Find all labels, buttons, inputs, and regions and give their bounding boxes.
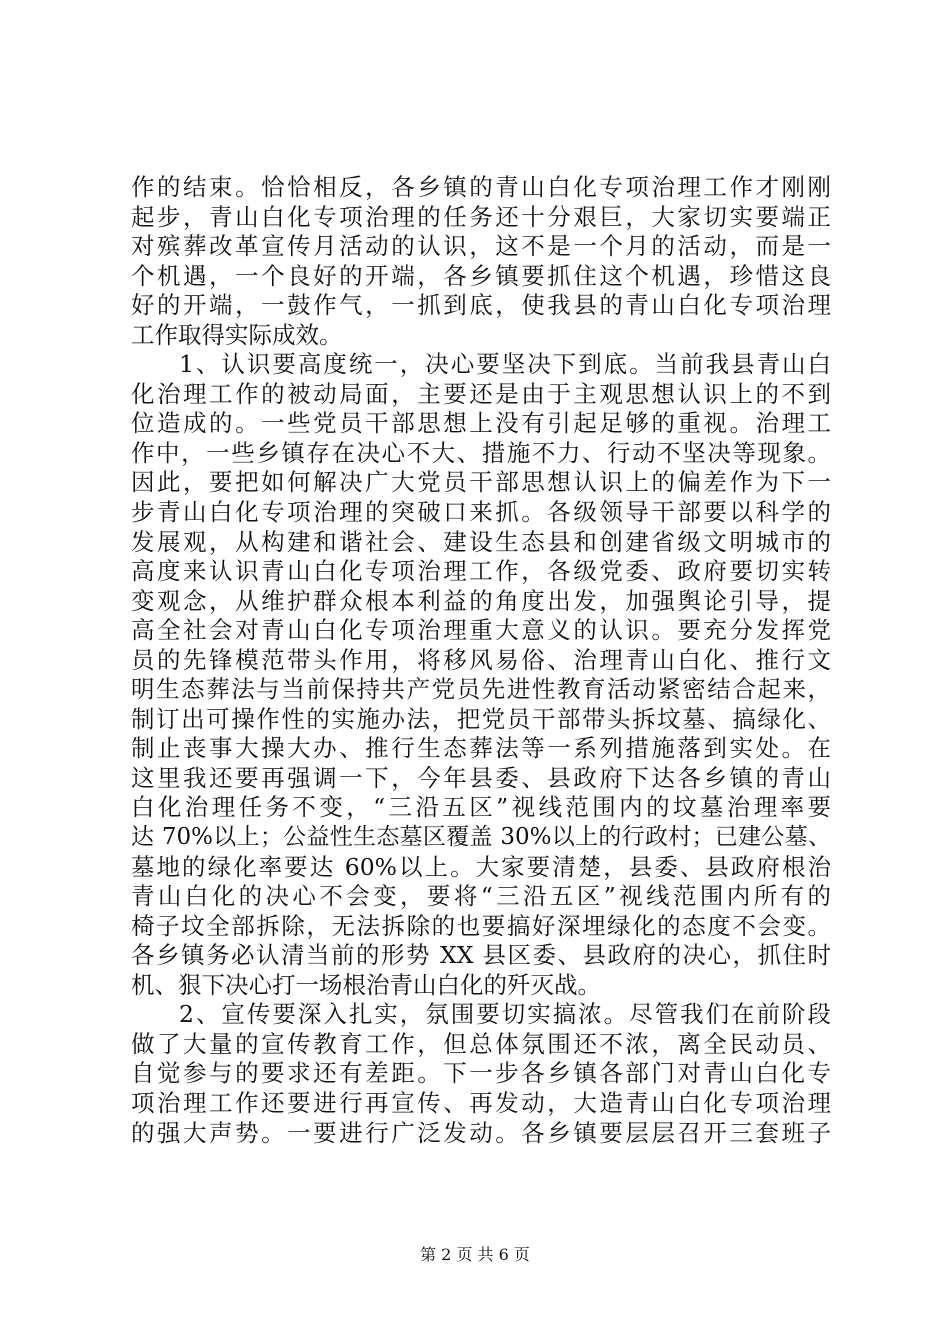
text-line: 对殡葬改革宣传月活动的认识，这不是一个月的活动，而是一: [131, 232, 831, 261]
text-line: 制订出可操作性的实施办法，把党员干部带头拆坟墓、搞绿化、: [131, 704, 831, 733]
text-line: 制止丧事大操大办、推行生态葬法等一系列措施落到实处。在: [131, 734, 831, 763]
page-footer: 第 2 页 共 6 页: [420, 1245, 530, 1264]
text-line: 青山白化的决心不会变，要将“三沿五区”视线范围内所有的: [131, 882, 831, 911]
body-text: [131, 173, 831, 1148]
text-line: 做了大量的宣传教育工作，但总体氛围还不浓，离全民动员、: [131, 1029, 831, 1058]
text-line: 起步，青山白化专项治理的任务还十分艰巨，大家切实要端正: [131, 202, 831, 231]
text-line: 高全社会对青山白化专项治理重大意义的认识。要充分发挥党: [131, 616, 831, 645]
text-line: 各乡镇务必认清当前的形势 XX 县区委、县政府的决心，抓住时: [131, 941, 831, 970]
text-line: 因此，要把如何解决广大党员干部思想认识上的偏差作为下一: [131, 468, 831, 497]
text-line: 步青山白化专项治理的突破口来抓。各级领导干部要以科学的: [131, 498, 831, 527]
text-line: 明生态葬法与当前保持共产党员先进性教育活动紧密结合起来，: [131, 675, 831, 704]
text-line: 作的结束。恰恰相反，各乡镇的青山白化专项治理工作才刚刚: [131, 173, 831, 201]
text-line: 椅子坟全部拆除，无法拆除的也要搞好深埋绿化的态度不会变。: [131, 911, 831, 940]
text-line: 的强大声势。一要进行广泛发动。各乡镇要层层召开三套班子: [131, 1118, 831, 1147]
paragraph-heading-2: 2、宣传要深入扎实，氛围要切实搞浓。尽管我们在前阶段: [179, 1000, 831, 1029]
text-line: 化治理工作的被动局面，主要还是由于主观思想认识上的不到: [131, 379, 831, 408]
text-line: 自觉参与的要求还有差距。下一步各乡镇各部门对青山白化专: [131, 1059, 831, 1088]
text-line: 发展观，从构建和谐社会、建设生态县和创建省级文明城市的: [131, 527, 831, 556]
text-line: 位造成的。一些党员干部思想上没有引起足够的重视。治理工: [131, 409, 831, 438]
text-line: 个机遇，一个良好的开端，各乡镇要抓住这个机遇，珍惜这良: [131, 261, 831, 290]
text-line: 作中，一些乡镇存在决心不大、措施不力、行动不坚决等现象。: [131, 438, 831, 467]
text-line: 高度来认识青山白化专项治理工作，各级党委、政府要切实转: [131, 557, 831, 586]
text-line: 这里我还要再强调一下，今年县委、县政府下达各乡镇的青山: [131, 763, 831, 792]
text-line: 员的先锋模范带头作用，将移风易俗、治理青山白化、推行文: [131, 645, 831, 674]
paragraph-heading-1: 1、认识要高度统一，决心要坚决下到底。当前我县青山白: [179, 350, 831, 379]
text-line: 变观念，从维护群众根本利益的角度出发，加强舆论引导，提: [131, 586, 831, 615]
text-line: 工作取得实际成效。: [131, 320, 343, 349]
text-line: 好的开端，一鼓作气，一抓到底，使我县的青山白化专项治理: [131, 291, 831, 320]
text-line: 机、狠下决心打一场根治青山白化的歼灭战。: [131, 970, 601, 999]
text-line: 白化治理任务不变，“三沿五区”视线范围内的坟墓治理率要: [131, 793, 831, 822]
text-line: 墓地的绿化率要达 60%以上。大家要清楚，县委、县政府根治: [131, 852, 831, 881]
text-line: 达 70%以上；公益性生态墓区覆盖 30%以上的行政村；已建公墓、: [131, 824, 831, 851]
text-line: 项治理工作还要进行再宣传、再发动，大造青山白化专项治理: [131, 1088, 831, 1117]
